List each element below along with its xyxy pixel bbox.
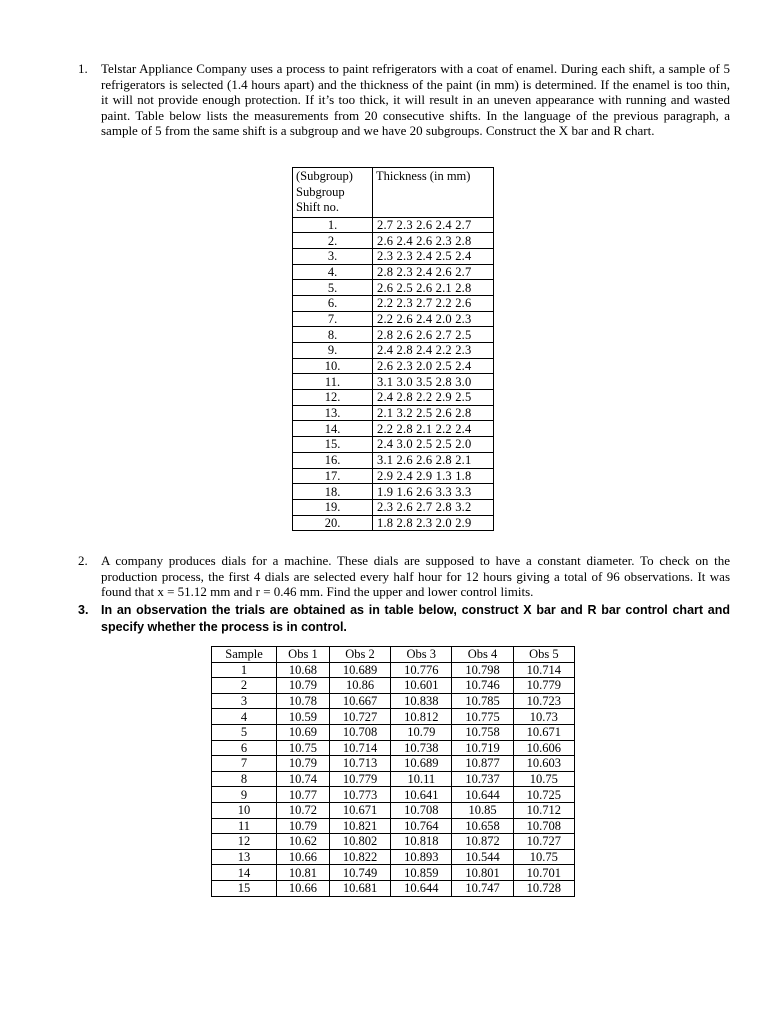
observation-cell: 10.62 — [277, 834, 330, 850]
observation-cell: 10.79 — [277, 756, 330, 772]
sample-number-cell: 6 — [212, 740, 277, 756]
shift-number-cell: 19. — [293, 499, 373, 515]
shift-number-cell: 8. — [293, 327, 373, 343]
table-row — [212, 818, 575, 834]
observation-cell: 10.727 — [513, 834, 574, 850]
observation-cell: 10.822 — [329, 849, 390, 865]
observation-cell: 10.77 — [277, 787, 330, 803]
observation-cell: 10.81 — [277, 865, 330, 881]
observation-cell: 10.747 — [452, 880, 513, 896]
column-header: Obs 2 — [329, 647, 390, 663]
sample-number-cell: 12 — [212, 834, 277, 850]
question-3 — [78, 602, 730, 636]
observation-cell: 10.728 — [513, 880, 574, 896]
observation-cell: 10.713 — [329, 756, 390, 772]
shift-number-cell: 18. — [293, 484, 373, 500]
observation-cell: 10.775 — [452, 709, 513, 725]
observation-cell: 10.712 — [513, 802, 574, 818]
table-row — [212, 834, 575, 850]
observation-cell: 10.66 — [277, 880, 330, 896]
observation-cell: 10.601 — [391, 678, 452, 694]
shift-number-cell: 6. — [293, 295, 373, 311]
thickness-values-cell: 3.1 3.0 3.5 2.8 3.0 — [373, 374, 494, 390]
observation-cell: 10.725 — [513, 787, 574, 803]
table-row — [212, 849, 575, 865]
observation-cell: 10.78 — [277, 693, 330, 709]
table-row — [293, 437, 494, 453]
observation-cell: 10.801 — [452, 865, 513, 881]
thickness-values-cell: 1.8 2.8 2.3 2.0 2.9 — [373, 515, 494, 531]
observation-cell: 10.68 — [277, 662, 330, 678]
table-row — [293, 248, 494, 264]
thickness-table-header — [293, 168, 494, 218]
sample-number-cell: 1 — [212, 662, 277, 678]
thickness-values-cell: 2.6 2.3 2.0 2.5 2.4 — [373, 358, 494, 374]
observation-table-header — [212, 647, 575, 663]
column-header: Sample — [212, 647, 277, 663]
observation-cell: 10.689 — [391, 756, 452, 772]
table-row — [293, 374, 494, 390]
thickness-values-cell: 2.6 2.4 2.6 2.3 2.8 — [373, 233, 494, 249]
observation-cell: 10.758 — [452, 724, 513, 740]
observation-cell: 10.66 — [277, 849, 330, 865]
column-header: Obs 4 — [452, 647, 513, 663]
question-2-number: 2. — [78, 553, 88, 568]
observation-cell: 10.714 — [513, 662, 574, 678]
table-row — [293, 515, 494, 531]
observation-cell: 10.59 — [277, 709, 330, 725]
observation-cell: 10.714 — [329, 740, 390, 756]
observation-table — [211, 646, 575, 897]
shift-number-cell: 14. — [293, 421, 373, 437]
observation-cell: 10.719 — [452, 740, 513, 756]
table-row — [212, 865, 575, 881]
column-header: Obs 1 — [277, 647, 330, 663]
sample-number-cell: 8 — [212, 771, 277, 787]
thickness-values-cell: 2.9 2.4 2.9 1.3 1.8 — [373, 468, 494, 484]
observation-cell: 10.79 — [277, 818, 330, 834]
observation-cell: 10.75 — [513, 849, 574, 865]
table-row — [293, 421, 494, 437]
observation-cell: 10.738 — [391, 740, 452, 756]
sample-number-cell: 3 — [212, 693, 277, 709]
observation-cell: 10.75 — [277, 740, 330, 756]
observation-cell: 10.681 — [329, 880, 390, 896]
observation-cell: 10.689 — [329, 662, 390, 678]
sample-number-cell: 11 — [212, 818, 277, 834]
observation-cell: 10.701 — [513, 865, 574, 881]
table-row — [212, 880, 575, 896]
thickness-values-cell: 2.4 2.8 2.4 2.2 2.3 — [373, 343, 494, 359]
observation-cell: 10.79 — [391, 724, 452, 740]
thickness-values-cell: 2.2 2.8 2.1 2.2 2.4 — [373, 421, 494, 437]
table-row — [293, 405, 494, 421]
observation-cell: 10.79 — [277, 678, 330, 694]
shift-number-cell: 20. — [293, 515, 373, 531]
thickness-values-cell: 2.4 3.0 2.5 2.5 2.0 — [373, 437, 494, 453]
table-row — [212, 662, 575, 678]
observation-cell: 10.802 — [329, 834, 390, 850]
observation-cell: 10.86 — [329, 678, 390, 694]
question-3-text: In an observation the trials are obtained as in table below, construct X bar and R bar control chart and specify whether the process is in control. — [101, 603, 730, 634]
sample-number-cell: 2 — [212, 678, 277, 694]
shift-number-cell: 11. — [293, 374, 373, 390]
observation-cell: 10.779 — [329, 771, 390, 787]
question-3-number: 3. — [78, 603, 89, 617]
observation-cell: 10.785 — [452, 693, 513, 709]
observation-cell: 10.893 — [391, 849, 452, 865]
observation-cell: 10.821 — [329, 818, 390, 834]
table-row — [293, 484, 494, 500]
shift-number-cell: 15. — [293, 437, 373, 453]
question-1-text: Telstar Appliance Company uses a process to paint refrigerators with a coat of enamel. During each shift, a sample of 5 refrigerators is selected (1.4 hours apart) and the thickness of the paint (in mm) is determined. If the enamel is too thin, it will not provide enough protection. If it’s too thick, it will result in an uneven appearance with running and wasted paint. Table below lists the measurements from 20 consecutive shifts. In the language of the previous paragraph, a sample of 5 from the same shift is a subgroup and we have 20 subgroups. Construct the X bar and R chart. — [101, 61, 730, 139]
observation-cell: 10.838 — [391, 693, 452, 709]
thickness-table — [292, 167, 494, 531]
sample-number-cell: 14 — [212, 865, 277, 881]
shift-number-cell: 2. — [293, 233, 373, 249]
sample-number-cell: 4 — [212, 709, 277, 725]
observation-cell: 10.641 — [391, 787, 452, 803]
observation-cell: 10.11 — [391, 771, 452, 787]
observation-cell: 10.872 — [452, 834, 513, 850]
question-1-number: 1. — [78, 61, 88, 76]
table-row — [212, 787, 575, 803]
shift-number-cell: 10. — [293, 358, 373, 374]
table-row — [293, 452, 494, 468]
sample-number-cell: 10 — [212, 802, 277, 818]
table-row — [212, 678, 575, 694]
thickness-values-cell: 2.4 2.8 2.2 2.9 2.5 — [373, 390, 494, 406]
table-row — [293, 327, 494, 343]
thickness-values-cell: 2.2 2.6 2.4 2.0 2.3 — [373, 311, 494, 327]
column-header: Obs 3 — [391, 647, 452, 663]
observation-cell: 10.737 — [452, 771, 513, 787]
shift-number-cell: 3. — [293, 248, 373, 264]
observation-cell: 10.603 — [513, 756, 574, 772]
observation-cell: 10.877 — [452, 756, 513, 772]
observation-cell: 10.798 — [452, 662, 513, 678]
shift-number-cell: 16. — [293, 452, 373, 468]
table-row — [293, 390, 494, 406]
table-row — [293, 499, 494, 515]
table-row — [212, 724, 575, 740]
observation-cell: 10.75 — [513, 771, 574, 787]
shift-number-cell: 9. — [293, 343, 373, 359]
table-row — [293, 311, 494, 327]
column-header: Obs 5 — [513, 647, 574, 663]
observation-cell: 10.708 — [329, 724, 390, 740]
table-row — [293, 343, 494, 359]
table-row — [212, 709, 575, 725]
observation-cell: 10.544 — [452, 849, 513, 865]
table-row — [212, 802, 575, 818]
table-row — [293, 233, 494, 249]
observation-cell: 10.606 — [513, 740, 574, 756]
sample-number-cell: 13 — [212, 849, 277, 865]
observation-cell: 10.859 — [391, 865, 452, 881]
observation-cell: 10.779 — [513, 678, 574, 694]
observation-cell: 10.73 — [513, 709, 574, 725]
thickness-values-cell: 2.8 2.6 2.6 2.7 2.5 — [373, 327, 494, 343]
thickness-values-cell: 2.3 2.3 2.4 2.5 2.4 — [373, 248, 494, 264]
sample-number-cell: 9 — [212, 787, 277, 803]
observation-cell: 10.85 — [452, 802, 513, 818]
table-row — [293, 280, 494, 296]
table-row — [212, 756, 575, 772]
question-1 — [78, 61, 730, 139]
shift-number-cell: 12. — [293, 390, 373, 406]
thickness-values-cell: 1.9 1.6 2.6 3.3 3.3 — [373, 484, 494, 500]
table-row — [293, 358, 494, 374]
table-row — [293, 295, 494, 311]
observation-cell: 10.671 — [329, 802, 390, 818]
thickness-values-cell: 3.1 2.6 2.6 2.8 2.1 — [373, 452, 494, 468]
question-2-text: A company produces dials for a machine. These dials are supposed to have a constant diameter. To check on the production process, the first 4 dials are selected every half hour for 12 hours giving a total of 96 observations. It was found that x = 51.12 mm and r = 0.46 mm. Find the upper and lower control limits. — [101, 553, 730, 600]
thickness-header: Thickness (in mm) — [373, 168, 494, 218]
observation-cell: 10.72 — [277, 802, 330, 818]
observation-cell: 10.727 — [329, 709, 390, 725]
observation-cell: 10.746 — [452, 678, 513, 694]
observation-cell: 10.708 — [391, 802, 452, 818]
observation-cell: 10.818 — [391, 834, 452, 850]
shift-number-cell: 13. — [293, 405, 373, 421]
question-2 — [78, 553, 730, 600]
table-row — [212, 693, 575, 709]
shift-number-cell: 4. — [293, 264, 373, 280]
observation-cell: 10.644 — [452, 787, 513, 803]
observation-cell: 10.764 — [391, 818, 452, 834]
table-row — [212, 740, 575, 756]
shift-number-cell: 1. — [293, 217, 373, 233]
thickness-values-cell: 2.2 2.3 2.7 2.2 2.6 — [373, 295, 494, 311]
subgroup-header: (Subgroup) Subgroup Shift no. — [293, 168, 373, 218]
observation-cell: 10.671 — [513, 724, 574, 740]
observation-cell: 10.776 — [391, 662, 452, 678]
shift-number-cell: 7. — [293, 311, 373, 327]
thickness-values-cell: 2.8 2.3 2.4 2.6 2.7 — [373, 264, 494, 280]
thickness-values-cell: 2.6 2.5 2.6 2.1 2.8 — [373, 280, 494, 296]
observation-cell: 10.658 — [452, 818, 513, 834]
observation-cell: 10.773 — [329, 787, 390, 803]
observation-cell: 10.74 — [277, 771, 330, 787]
observation-cell: 10.69 — [277, 724, 330, 740]
observation-cell: 10.708 — [513, 818, 574, 834]
sample-number-cell: 5 — [212, 724, 277, 740]
table-row — [293, 264, 494, 280]
thickness-values-cell: 2.1 3.2 2.5 2.6 2.8 — [373, 405, 494, 421]
table-row — [212, 771, 575, 787]
thickness-values-cell: 2.3 2.6 2.7 2.8 3.2 — [373, 499, 494, 515]
observation-cell: 10.749 — [329, 865, 390, 881]
observation-cell: 10.667 — [329, 693, 390, 709]
observation-cell: 10.812 — [391, 709, 452, 725]
thickness-values-cell: 2.7 2.3 2.6 2.4 2.7 — [373, 217, 494, 233]
shift-number-cell: 17. — [293, 468, 373, 484]
shift-number-cell: 5. — [293, 280, 373, 296]
observation-cell: 10.723 — [513, 693, 574, 709]
sample-number-cell: 15 — [212, 880, 277, 896]
table-row — [293, 468, 494, 484]
observation-cell: 10.644 — [391, 880, 452, 896]
table-row — [293, 217, 494, 233]
sample-number-cell: 7 — [212, 756, 277, 772]
